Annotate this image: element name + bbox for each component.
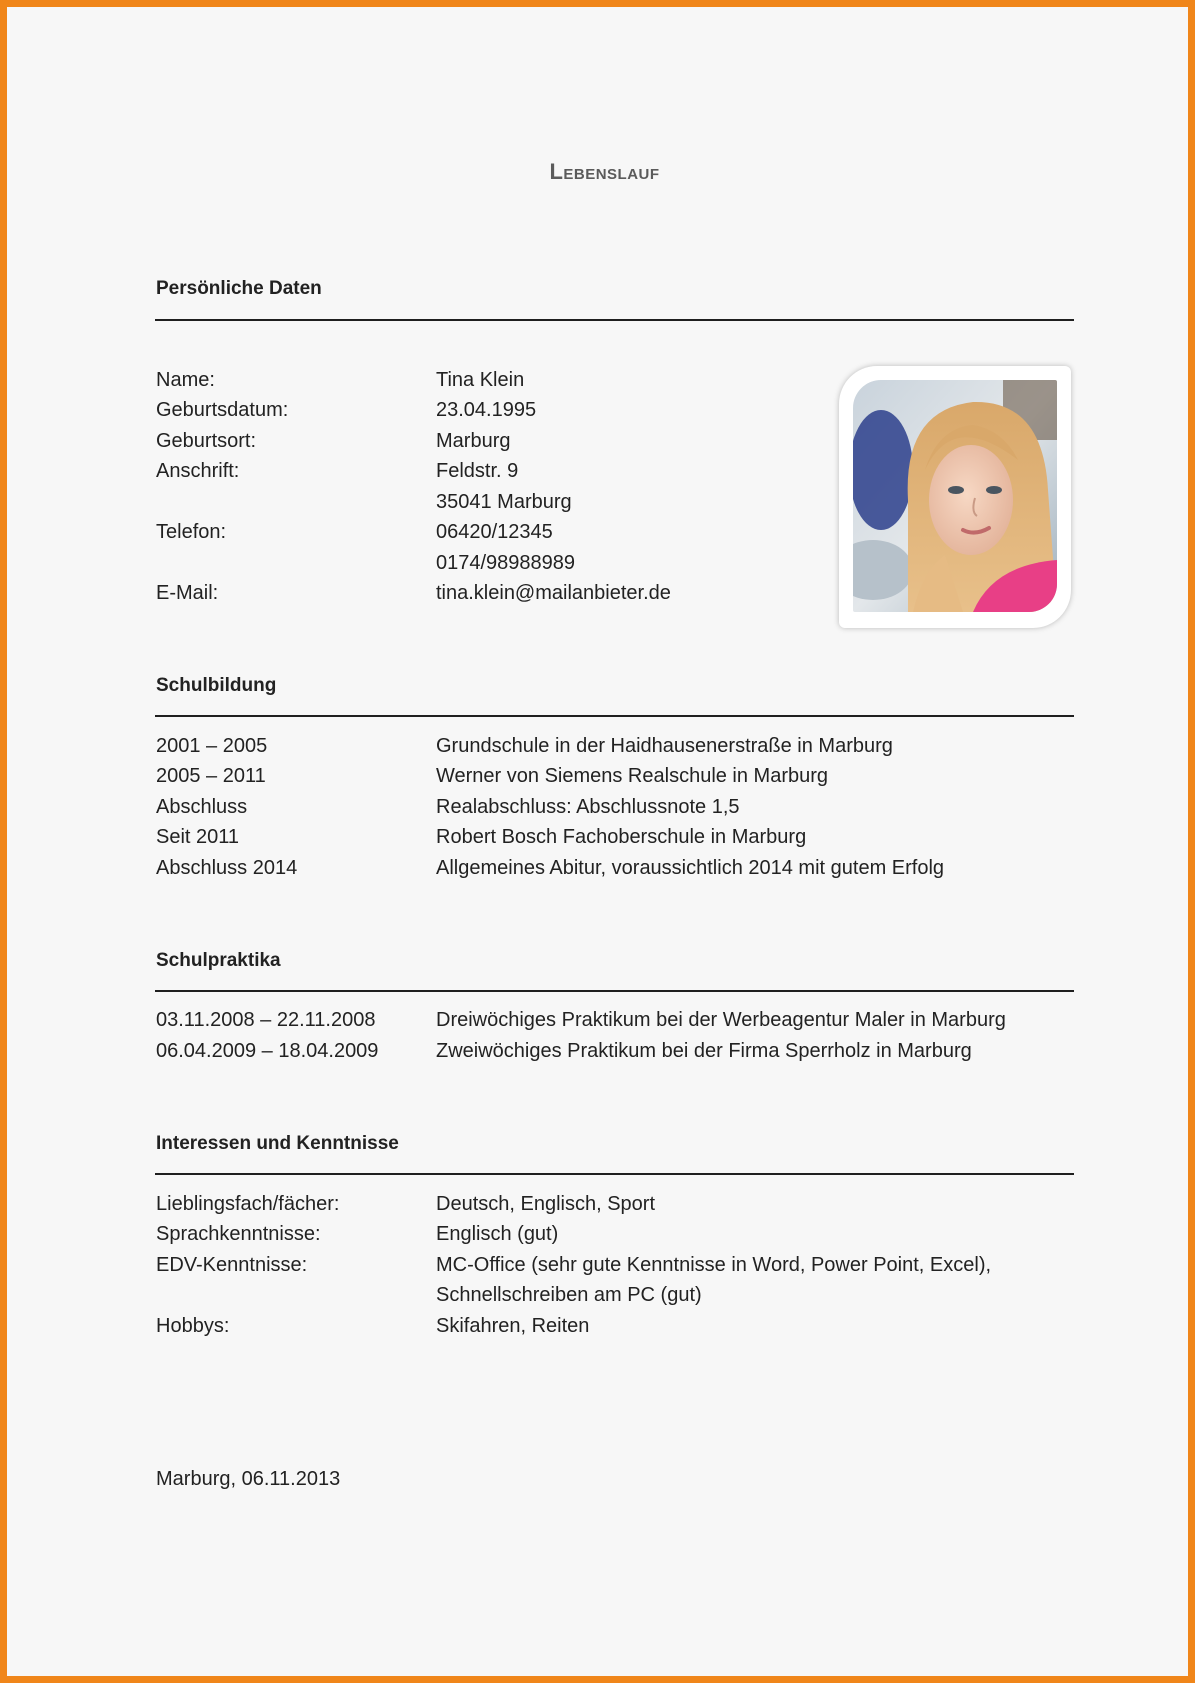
school-row-label: 2001 – 2005 <box>156 735 268 757</box>
school-row-value: Grundschule in der Haidhausenerstraße in Marburg <box>436 735 893 757</box>
value-email: tina.klein@mailanbieter.de <box>436 582 671 604</box>
section-heading-internships: Schulpraktika <box>156 950 281 971</box>
section-heading-interests: Interessen und Kenntnisse <box>156 1133 399 1154</box>
section-divider <box>155 990 1074 992</box>
school-row-value: Realabschluss: Abschlussnote 1,5 <box>436 796 740 818</box>
place-and-date: Marburg, 06.11.2013 <box>156 1468 341 1490</box>
value-birthplace: Marburg <box>436 430 511 452</box>
school-row-value: Werner von Siemens Realschule in Marburg <box>436 765 829 787</box>
interest-row-value: MC-Office (sehr gute Kenntnisse in Word, Power Point, Excel), <box>436 1254 992 1276</box>
label-name: Name: <box>156 369 215 391</box>
value-birthdate: 23.04.1995 <box>436 399 537 421</box>
interest-row-label: Lieblingsfach/fächer: <box>156 1193 340 1215</box>
interest-row-label: EDV-Kenntnisse: <box>156 1254 308 1276</box>
label-address: Anschrift: <box>156 460 240 482</box>
value-address-city: 35041 Marburg <box>436 491 572 513</box>
interest-row-value: Skifahren, Reiten <box>436 1315 590 1337</box>
school-row-label: Abschluss <box>156 796 248 818</box>
value-phone-landline: 06420/12345 <box>436 521 553 543</box>
value-name: Tina Klein <box>436 369 525 391</box>
label-birthplace: Geburtsort: <box>156 430 257 452</box>
value-address-street: Feldstr. 9 <box>436 460 519 482</box>
interest-row-value: Deutsch, Englisch, Sport <box>436 1193 655 1215</box>
internship-row-label: 06.04.2009 – 18.04.2009 <box>156 1040 379 1062</box>
section-heading-school: Schulbildung <box>156 675 277 696</box>
portrait-frame <box>839 366 1071 628</box>
value-phone-mobile: 0174/98988989 <box>436 552 576 574</box>
school-row-label: Abschluss 2014 <box>156 857 298 879</box>
section-divider <box>155 319 1074 321</box>
school-row-value: Allgemeines Abitur, voraussichtlich 2014 mit gutem Erfolg <box>436 857 945 879</box>
label-birthdate: Geburtsdatum: <box>156 399 289 421</box>
section-divider <box>155 1173 1074 1175</box>
document-title: Lebenslauf <box>549 159 660 184</box>
label-phone: Telefon: <box>156 521 227 543</box>
interest-row-value-continued: Schnellschreiben am PC (gut) <box>436 1284 702 1306</box>
school-row-label: Seit 2011 <box>156 826 240 848</box>
school-row-label: 2005 – 2011 <box>156 765 266 787</box>
internship-row-value: Zweiwöchiges Praktikum bei der Firma Sperrholz in Marburg <box>436 1040 972 1062</box>
section-heading-personal: Persönliche Daten <box>156 278 322 299</box>
interest-row-value: Englisch (gut) <box>436 1223 559 1245</box>
internship-row-label: 03.11.2008 – 22.11.2008 <box>156 1009 376 1031</box>
interest-row-label: Sprachkenntnisse: <box>156 1223 321 1245</box>
school-row-value: Robert Bosch Fachoberschule in Marburg <box>436 826 807 848</box>
portrait-photo <box>853 380 1057 612</box>
interest-row-label: Hobbys: <box>156 1315 230 1337</box>
label-email: E-Mail: <box>156 582 219 604</box>
section-divider <box>155 715 1074 717</box>
internship-row-value: Dreiwöchiges Praktikum bei der Werbeagentur Maler in Marburg <box>436 1009 1006 1031</box>
